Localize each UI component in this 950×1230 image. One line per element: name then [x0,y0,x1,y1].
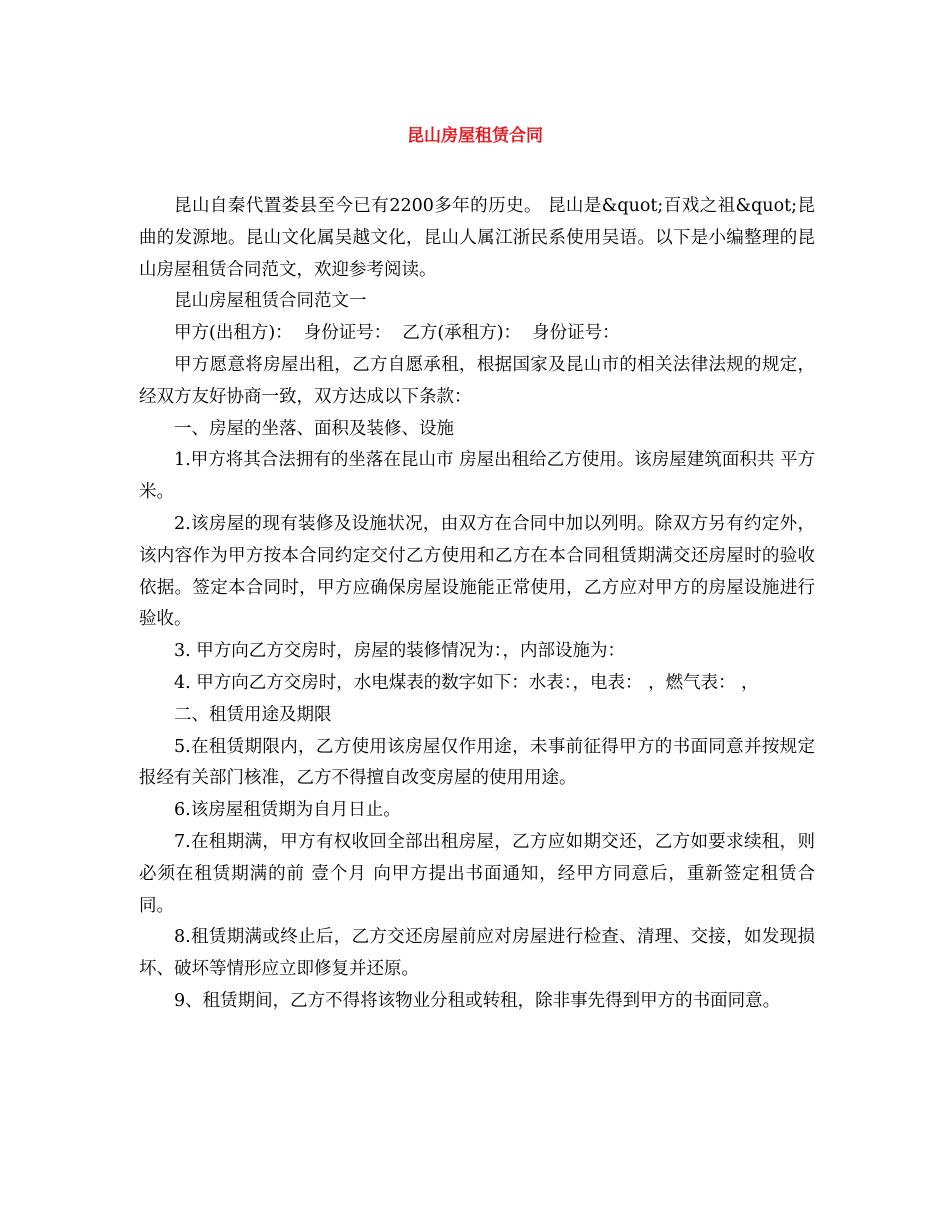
paragraph-template-heading: 昆山房屋租赁合同范文一 [174,291,367,312]
clause-6: 6.该房屋租赁期为自月日止。 [174,800,401,821]
clause-8: 8.租赁期满或终止后，乙方交还房屋前应对房屋进行检查、清理、交接，如发现损坏、破坏等情形应立即修复并还原。 [139,927,815,980]
section-heading-2: 二、租赁用途及期限 [174,704,332,725]
section-heading-1: 一、房屋的坐落、面积及装修、设施 [174,418,454,439]
clause-5: 5.在租赁期限内，乙方使用该房屋仅作用途，未事前征得甲方的书面同意并按规定报经有关部门核准，乙方不得擅自改变房屋的使用用途。 [139,736,815,789]
paragraph-preamble: 甲方愿意将房屋出租，乙方自愿承租，根据国家及昆山市的相关法律法规的规定，经双方友好协商一致，双方达成以下条款： [139,354,815,407]
clause-9: 9、租赁期间，乙方不得将该物业分租或转租，除非事先得到甲方的书面同意。 [174,990,781,1011]
clause-3: 3. 甲方向乙方交房时，房屋的装修情况为：，内部设施为： [174,641,626,662]
paragraph-intro: 昆山自秦代置娄县至今已有2200多年的历史。 昆山是&quot;百戏之祖&quot;昆曲的发源地。昆山文化属吴越文化，昆山人属江浙民系使用吴语。以下是小编整理的昆山房屋租赁合同范文，欢迎参考阅读。 [139,196,815,280]
document-title: 昆山房屋租赁合同 [407,126,543,146]
clause-2: 2.该房屋的现有装修及设施状况，由双方在合同中加以列明。除双方另有约定外，该内容作为甲方按本合同约定交付乙方使用和乙方在本合同租赁期满交还房屋时的验收依据。签定本合同时，甲方应确保房屋设施能正常使用，乙方应对甲方的房屋设施进行验收。 [139,513,815,630]
clause-4: 4. 甲方向乙方交房时，水电煤表的数字如下：水表：，电表： ，燃气表： ， [174,672,759,693]
clause-1: 1.甲方将其合法拥有的坐落在昆山市 房屋出租给乙方使用。该房屋建筑面积共 平方米。 [139,450,815,503]
clause-7: 7.在租期满，甲方有权收回全部出租房屋，乙方应如期交还，乙方如要求续租，则必须在租赁期满的前 壹个月 向甲方提出书面通知，经甲方同意后，重新签定租赁合同。 [139,831,815,916]
paragraph-parties: 甲方(出租方)： 身份证号： 乙方(承租方)： 身份证号： [174,323,620,344]
document-body [139,191,815,1018]
